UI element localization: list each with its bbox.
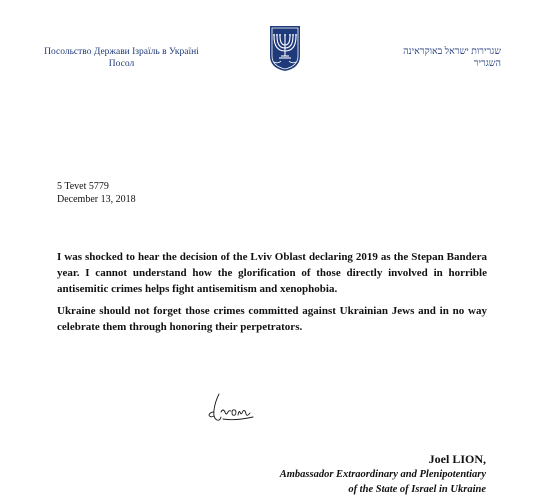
handwritten-signature-icon (205, 390, 275, 426)
signer-title: Ambassador Extraordinary and Plenipotentiary (279, 469, 486, 480)
body-paragraph: Ukraine should not forget those crimes committed against Ukrainian Jews and in no way celebrate them through honoring their perpetrators. (57, 305, 487, 333)
signer-block (280, 452, 486, 497)
letterhead-hebrew (351, 46, 501, 70)
letter-body (57, 249, 487, 341)
hebrew-date: 5 Tevet 5779 (57, 181, 109, 192)
menorah-emblem-icon (268, 24, 302, 72)
body-paragraph: I was shocked to hear the decision of the Lviv Oblast declaring 2019 as the Stepan Bandera year. I cannot understand how the glorification of those directly involved in horrible antisemitic crimes helps fight antisemitism and xenophobia. (57, 251, 487, 295)
ambassador-role-ukrainian: Посол (108, 59, 135, 69)
signer-title: of the State of Israel in Ukraine (348, 484, 486, 495)
signer-name: Joel LION, (428, 452, 486, 466)
ambassador-role-hebrew: השגריר (473, 59, 501, 69)
gregorian-date: December 13, 2018 (57, 194, 136, 205)
embassy-name-ukrainian: Посольство Держави Ізраїль в Україні (44, 47, 199, 57)
letterhead-ukrainian (34, 46, 209, 70)
embassy-name-hebrew: שגרירות ישראל באוקראינה (403, 47, 501, 57)
date-block (57, 180, 136, 206)
